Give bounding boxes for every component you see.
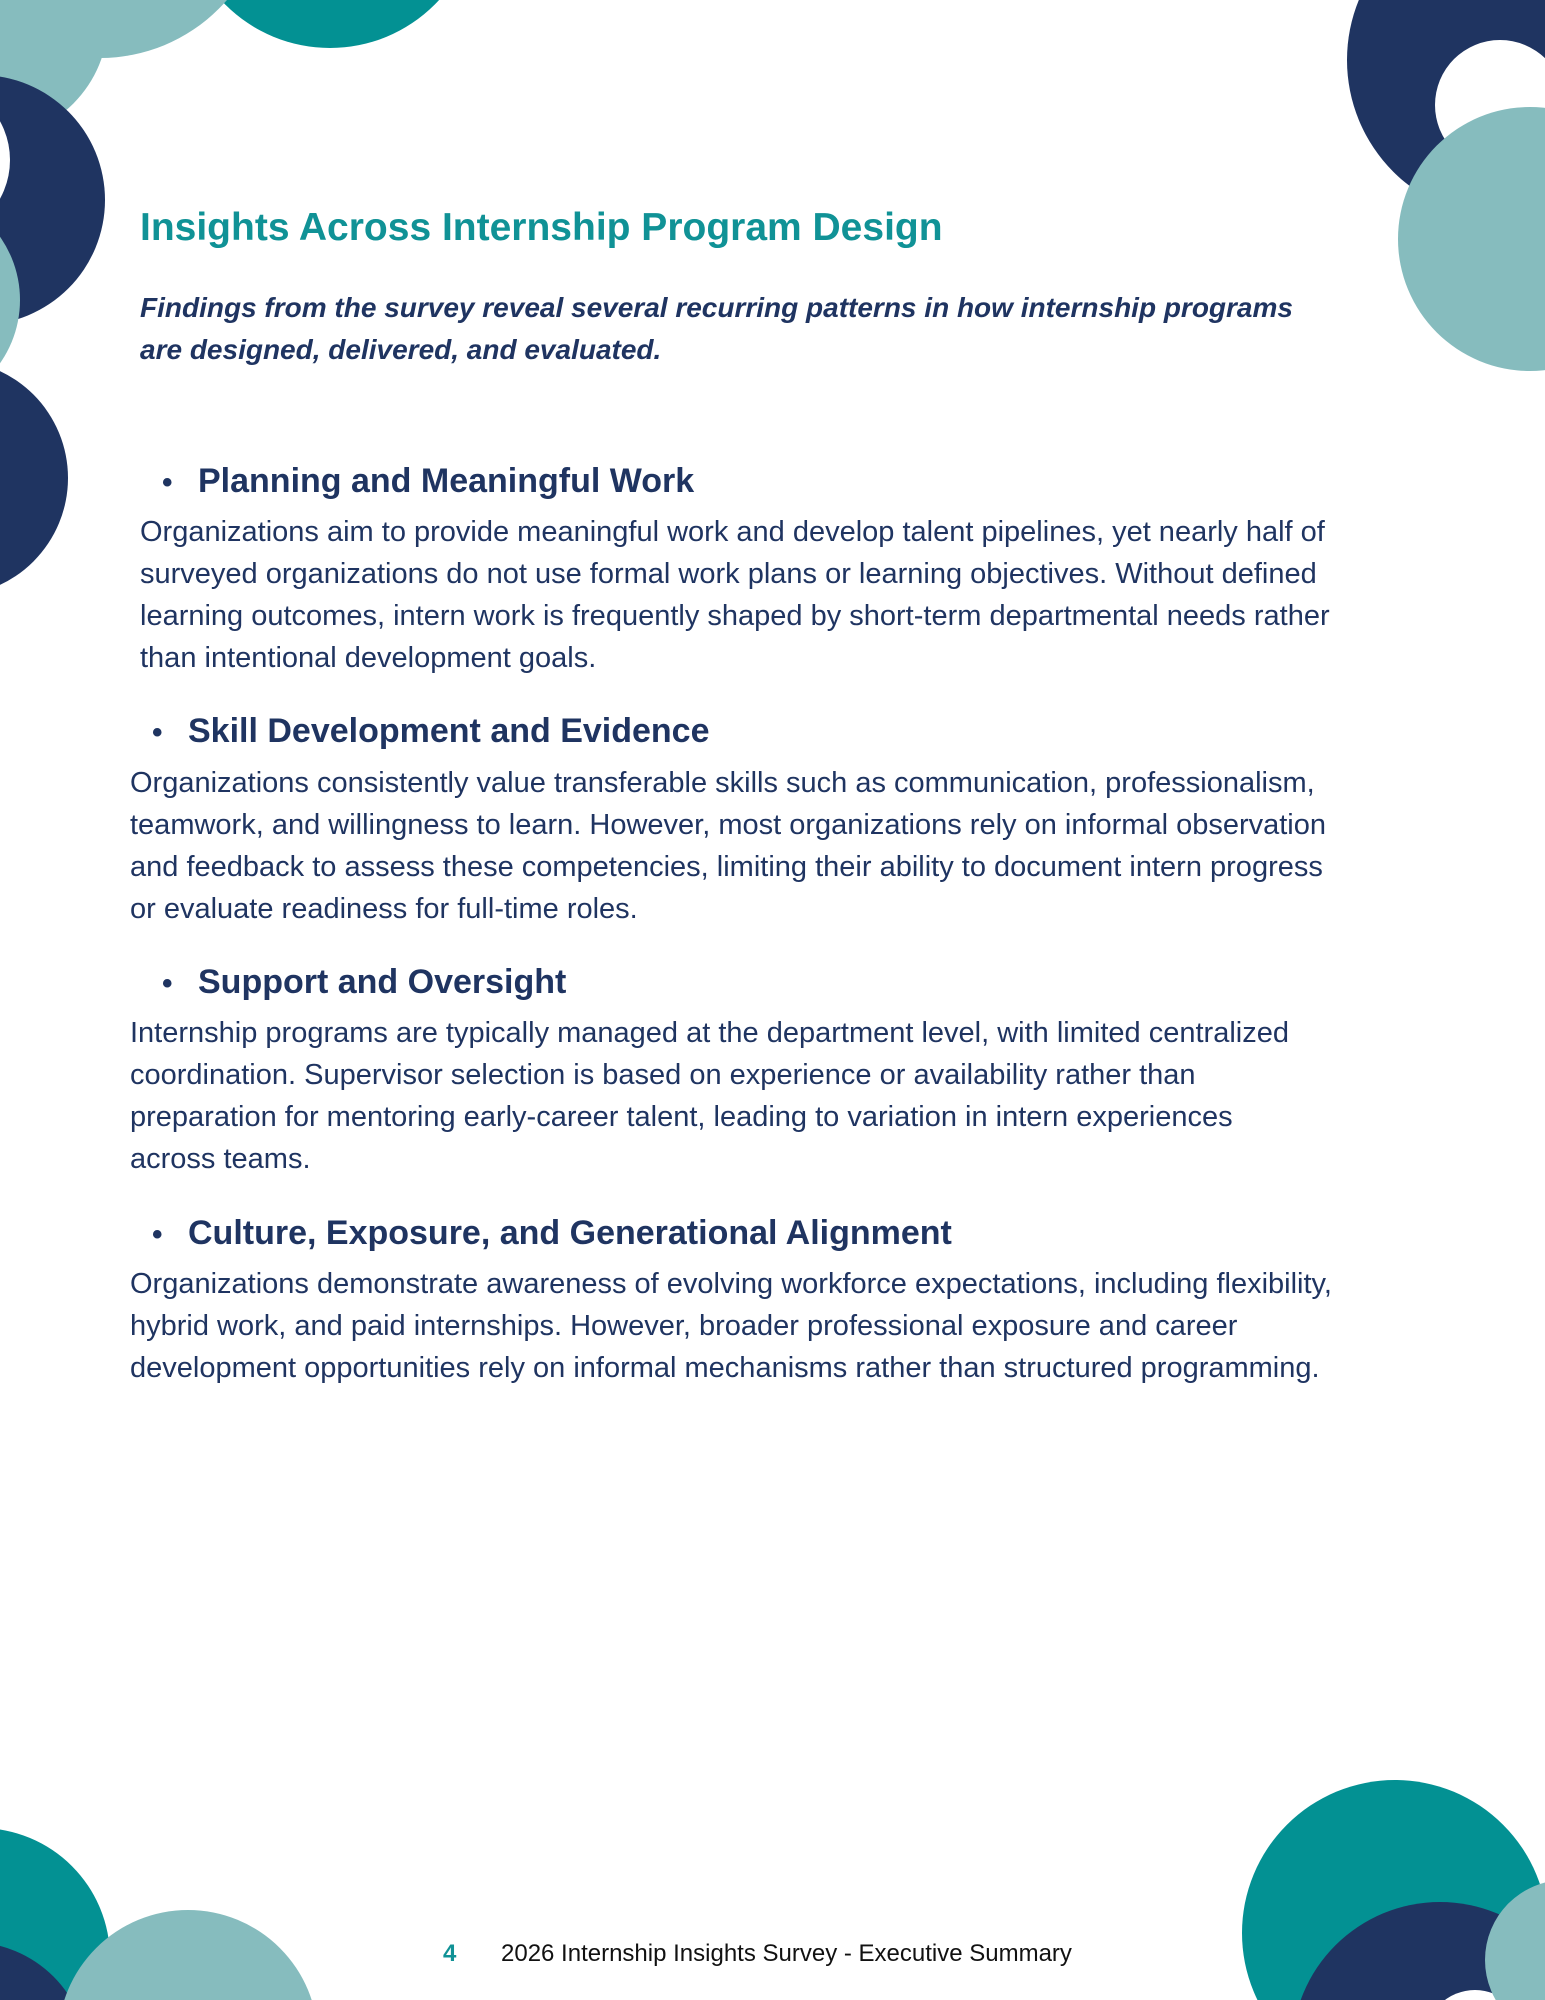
page-number: 4 [443, 1940, 457, 1967]
bullet-icon: • [162, 967, 173, 1000]
section-heading-text: Planning and Meaningful Work [198, 462, 695, 500]
bullet-icon: • [162, 466, 173, 499]
page-subtitle: Findings from the survey reveal several recurring patterns in how internship programs are designed, delivered, and evaluated. [140, 292, 1293, 365]
section-heading-text: Support and Oversight [198, 963, 567, 1001]
bullet-icon: • [152, 716, 163, 749]
page-footer [0, 1940, 1545, 1976]
section-heading [162, 459, 694, 505]
section-heading-text: Skill Development and Evidence [188, 712, 710, 750]
section-heading [152, 709, 710, 755]
section-body: Organizations demonstrate awareness of evolving workforce expectations, including flexibility, hybrid work, and paid internships. However, broader professional exposure and career development opportunities rely on informal mechanisms rather than structured programming. [130, 1268, 1332, 1384]
section-body: Internship programs are typically managed at the department level, with limited centralized coordination. Supervisor selection is based on experience or availability rather than preparation for mentoring early-career talent, leading to variation in intern experiences across teams. [130, 1017, 1289, 1175]
footer-document-title: 2026 Internship Insights Survey - Executive Summary [501, 1940, 1072, 1967]
section-body: Organizations consistently value transferable skills such as communication, professionalism, teamwork, and willingness to learn. However, most organizations rely on informal observation and feedback to assess these competencies, limiting their ability to document intern progress or evaluate readiness for full-time roles. [130, 767, 1327, 925]
section-body: Organizations aim to provide meaningful work and develop talent pipelines, yet nearly half of surveyed organizations do not use formal work plans or learning objectives. Without defined learning outcomes, intern work is frequently shaped by short-term departmental needs rather than intentional development goals. [140, 516, 1330, 674]
page-title: Insights Across Internship Program Design [140, 206, 943, 249]
section-heading [162, 960, 566, 1006]
bullet-icon: • [152, 1218, 163, 1251]
section-heading [152, 1211, 952, 1257]
section-heading-text: Culture, Exposure, and Generational Alignment [188, 1214, 952, 1252]
